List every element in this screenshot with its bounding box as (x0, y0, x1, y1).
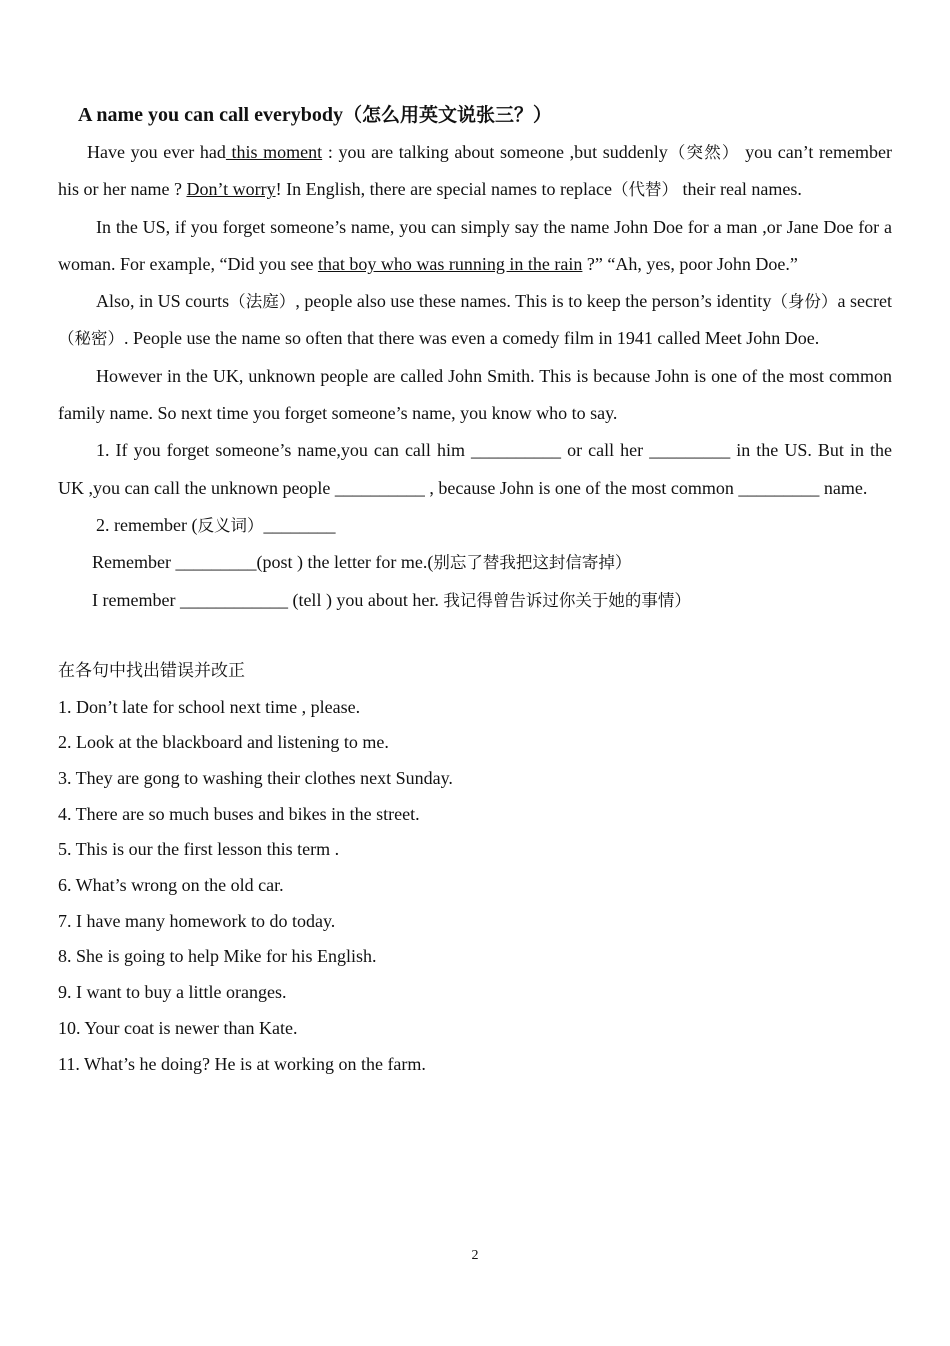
question-4 (58, 582, 892, 619)
p2-underlined-phrase: that boy who was running in the rain (317, 253, 583, 274)
q4-gloss: 我记得曾告诉过你关于她的事情） (443, 590, 691, 610)
section-spacer (58, 619, 892, 653)
q3-gloss: 别忘了替我把这封信寄掉） (433, 553, 632, 573)
page-number: 2 (471, 1248, 479, 1263)
list-item: 10. Your coat is newer than Kate. (58, 1017, 298, 1038)
p1-gloss-replace: （代替） (611, 180, 678, 200)
list-item: 6. What’s wrong on the old car. (58, 875, 284, 896)
q2-gloss: 反义词） (197, 515, 264, 535)
title-chinese: （怎么用英文说张三？） (343, 104, 553, 126)
article-title (78, 96, 892, 134)
p3-gloss-identity: （身份） (771, 292, 838, 312)
p3-text-c: a secret (837, 291, 893, 312)
q3-text: Remember _________(post ) the letter for me.( (92, 552, 434, 573)
p1-underlined-this-moment: this moment (225, 142, 323, 162)
p3-text-d: . People use the name so often that there was even a comedy film in 1941 called Meet John Doe. (124, 328, 820, 349)
question-1: 1. If you forget someone’s name,you can call him __________ or call her _________ in the US. But in the UK ,you can call the unknown people __________ , because John is one of the most common _________ name. (58, 440, 892, 498)
corrections-list (58, 690, 892, 1083)
list-item: 1. Don’t late for school next time , please. (58, 696, 361, 717)
list-item: 8. She is going to help Mike for his English. (58, 946, 377, 967)
p1-text-c: you can’t remember his or her name ? (58, 142, 893, 200)
list-item: 9. I want to buy a little oranges. (58, 982, 287, 1003)
paragraph-2 (58, 209, 892, 284)
paragraph-1 (58, 134, 892, 209)
p1-text-e: their real names. (677, 179, 802, 200)
q2-text: 2. remember ( (96, 514, 198, 535)
question-2 (58, 507, 892, 544)
p1-text-d: ! In English, there are special names to replace (275, 179, 612, 200)
list-item: 7. I have many homework to do today. (58, 910, 336, 931)
list-item: 4. There are so much buses and bikes in the street. (58, 803, 420, 824)
list-item: 5. This is our the first lesson this term . (58, 839, 340, 860)
document-page (58, 96, 892, 1082)
corrections-heading-text: 在各句中找出错误并改正 (58, 660, 245, 681)
paragraph-4: However in the UK, unknown people are called John Smith. This is because John is one of the most common family name. So next time you forget someone’s name, you know who to say. (58, 365, 892, 424)
list-item: 11. What’s he doing? He is at working on the farm. (58, 1053, 426, 1074)
question-3 (58, 544, 892, 581)
paragraph-3 (58, 283, 892, 358)
p1-text-b: : you are talking about someone ,but suddenly (322, 142, 668, 162)
p3-text-b: , people also use these names. This is to keep the person’s identity (295, 291, 772, 312)
p2-text-b: ?” “Ah, yes, poor John Doe.” (582, 253, 798, 274)
list-item: 3. They are gong to washing their clothes next Sunday. (58, 767, 453, 788)
q4-text: I remember ____________ (tell ) you about her. (92, 589, 444, 610)
corrections-heading (58, 653, 892, 690)
p3-gloss-secret: （秘密） (58, 329, 124, 349)
p3-gloss-courts: （法庭） (229, 292, 296, 312)
p2-text-a: In the US, if you forget someone’s name, you can simply say the name John Doe for a man ,or Jane Doe for a woman. For example, “Did you see (58, 216, 892, 274)
title-english: A name you can call everybody (78, 104, 343, 126)
p1-gloss-suddenly: （突然） (667, 143, 740, 162)
list-item: 2. Look at the blackboard and listening to me. (58, 732, 389, 753)
p1-underlined-dont-worry: Don’t worry (186, 179, 276, 200)
p1-text-a: Have you ever had (87, 142, 226, 162)
q2-blank: ________ (263, 514, 336, 535)
p3-text-a: Also, in US courts (96, 291, 230, 312)
